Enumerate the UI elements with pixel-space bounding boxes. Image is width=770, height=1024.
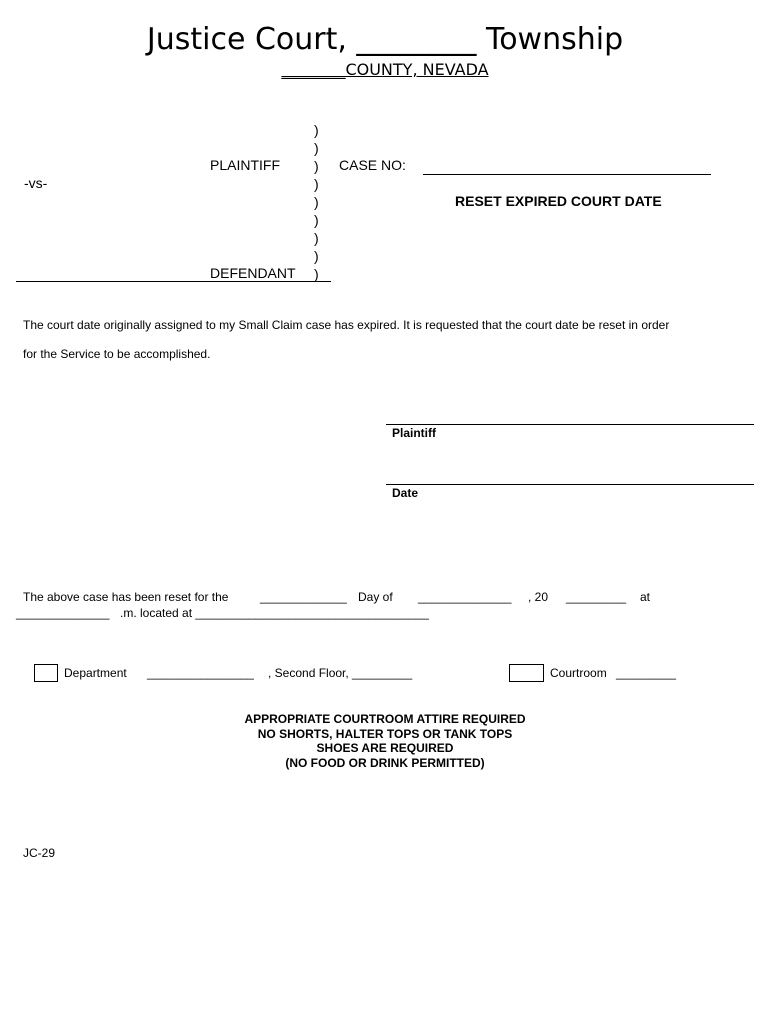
document-title: RESET EXPIRED COURT DATE — [455, 193, 662, 209]
case-no-field[interactable] — [423, 174, 711, 175]
year-prefix: , 20 — [528, 590, 549, 604]
reset-time-blank[interactable]: ______________ — [16, 606, 110, 620]
defendant-label: DEFENDANT — [210, 265, 296, 281]
courtroom-checkbox[interactable] — [509, 664, 544, 682]
courtroom-label: Courtroom — [550, 666, 607, 680]
notice-line-4: (NO FOOD OR DRINK PERMITTED) — [285, 755, 485, 770]
body-line-1: The court date originally assigned to my Small Claim case has expired. It is requested that the court date be reset in order — [23, 318, 670, 332]
form-id: JC-29 — [23, 846, 56, 860]
notice-line-3: SHOES ARE REQUIRED — [316, 741, 454, 755]
county-blank[interactable]: ________ — [281, 60, 346, 79]
caption-underline — [16, 281, 331, 282]
department-label: Department — [64, 666, 127, 680]
court-title: Justice Court, ________ Township — [146, 22, 624, 57]
day-of-label: Day of — [358, 590, 393, 604]
reset-year-blank[interactable]: _________ — [566, 590, 627, 604]
case-no-label: CASE NO: — [339, 157, 406, 173]
reset-text: The above case has been reset for the — [23, 590, 229, 604]
located-at-field[interactable]: .m. located at ___________________________________ — [120, 606, 429, 620]
notice-line-2: NO SHORTS, HALTER TOPS OR TANK TOPS — [257, 726, 513, 741]
caption-paren: ) — [314, 122, 319, 138]
department-blank[interactable]: ________________ — [147, 666, 254, 680]
caption-paren: ) — [314, 140, 319, 156]
plaintiff-label: PLAINTIFF — [210, 157, 281, 173]
caption-paren: ) — [314, 176, 319, 192]
caption-paren: ) — [314, 266, 319, 282]
courtroom-blank[interactable]: _________ — [616, 666, 677, 680]
caption-paren: ) — [314, 212, 319, 228]
caption-paren: ) — [314, 230, 319, 246]
notice-line-1: APPROPRIATE COURTROOM ATTIRE REQUIRED — [244, 712, 526, 726]
reset-day-blank[interactable]: _____________ — [260, 590, 347, 604]
caption-paren: ) — [314, 158, 319, 174]
date-signature-label: Date — [392, 486, 419, 500]
second-floor-field[interactable]: , Second Floor, _________ — [268, 666, 413, 680]
plaintiff-signature-field[interactable] — [386, 424, 754, 425]
body-line-2: for the Service to be accomplished. — [23, 347, 211, 361]
plaintiff-signature-label: Plaintiff — [392, 426, 436, 440]
at-label: at — [640, 590, 651, 604]
caption-paren: ) — [314, 194, 319, 210]
reset-month-blank[interactable]: ______________ — [418, 590, 512, 604]
county-label: COUNTY, NEVADA — [345, 60, 489, 79]
vs-label: -vs- — [24, 175, 48, 191]
department-checkbox[interactable] — [34, 664, 58, 682]
date-signature-field[interactable] — [386, 484, 754, 485]
caption-paren: ) — [314, 248, 319, 264]
county-heading — [0, 60, 770, 80]
